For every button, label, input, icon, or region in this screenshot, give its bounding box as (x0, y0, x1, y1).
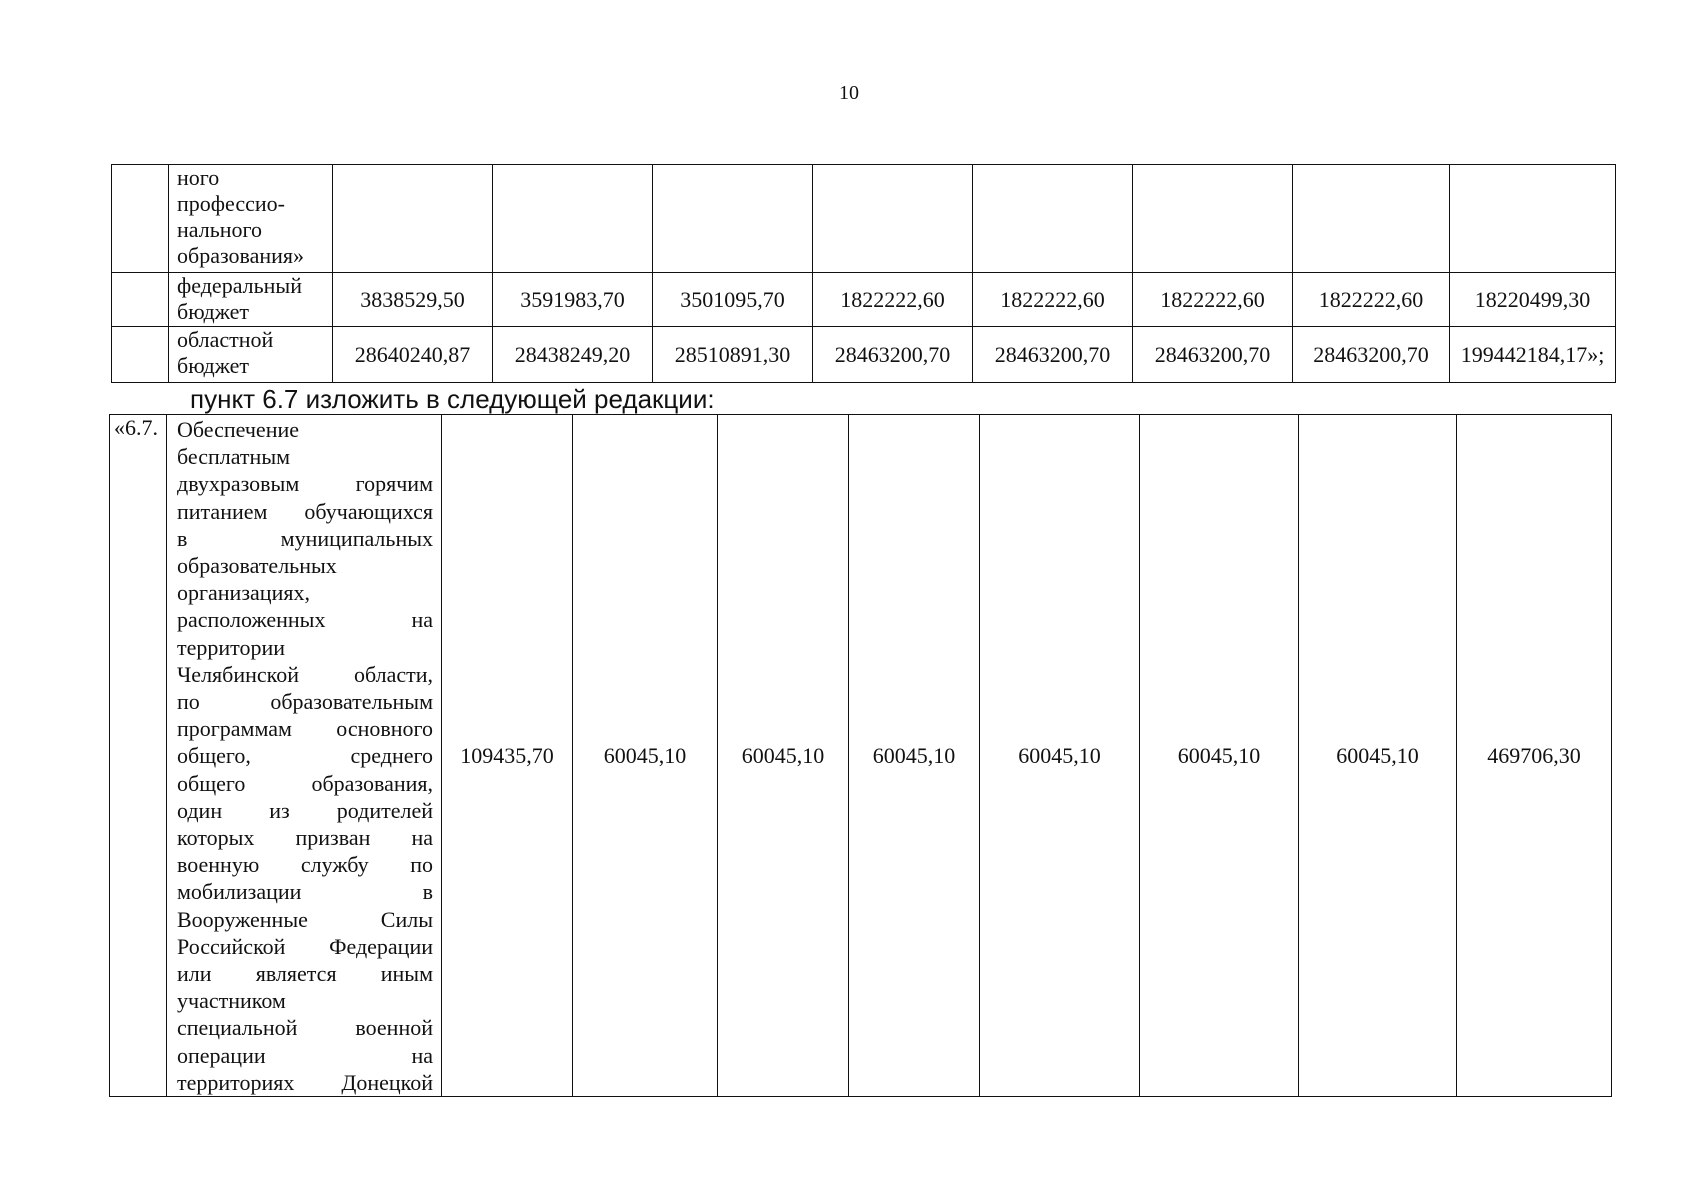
amendment-instruction: пункт 6.7 изложить в следующей редакции: (190, 384, 715, 414)
description-line: программам основного (177, 716, 433, 742)
budget-row (112, 327, 1616, 383)
description-line: специальной военной (177, 1015, 433, 1041)
value-cell: 28463200,70 (813, 327, 973, 383)
row-label-line: ного (177, 165, 220, 190)
item-row (110, 415, 1612, 1097)
value-cell: 3591983,70 (493, 273, 653, 327)
value-cell: 60045,10 (1299, 415, 1457, 1097)
budget-row (112, 165, 1616, 273)
total-cell: 469706,30 (1457, 415, 1612, 1097)
value-cell: 3501095,70 (653, 273, 813, 327)
description-line: которых призван на (177, 825, 433, 851)
row-index-cell (112, 165, 169, 273)
row-label-line: нального (177, 217, 262, 242)
value-cell: 60045,10 (849, 415, 980, 1097)
value-cell: 28463200,70 (973, 327, 1133, 383)
description-line: общего образования, (177, 770, 433, 796)
row-label (169, 165, 333, 273)
description-line: операции на (177, 1042, 433, 1068)
value-cell: 1822222,60 (813, 273, 973, 327)
value-cell: 28463200,70 (1133, 327, 1293, 383)
row-index-cell (112, 327, 169, 383)
item-6-7-table (109, 414, 1612, 1097)
value-cell: 28438249,20 (493, 327, 653, 383)
total-cell (1450, 165, 1616, 273)
value-cell: 60045,10 (1140, 415, 1299, 1097)
description-line: Челябинской области, (177, 661, 433, 687)
description-line: бесплатным (177, 444, 291, 470)
item-description (167, 415, 442, 1097)
value-cell: 1822222,60 (973, 273, 1133, 327)
value-cell: 1822222,60 (1293, 273, 1450, 327)
value-cell (333, 165, 493, 273)
description-line: Обеспечение (177, 417, 299, 442)
value-cell: 60045,10 (718, 415, 849, 1097)
description-line: организациях, (177, 580, 310, 606)
value-cell: 60045,10 (573, 415, 718, 1097)
value-cell: 28510891,30 (653, 327, 813, 383)
description-line: или является иным (177, 961, 433, 987)
value-cell (1293, 165, 1450, 273)
item-index: «6.7. (110, 415, 167, 1097)
value-cell (653, 165, 813, 273)
page-number: 10 (839, 82, 859, 104)
total-cell: 199442184,17»; (1450, 327, 1616, 383)
row-label-line: профессио- (177, 191, 285, 216)
row-index-cell (112, 273, 169, 327)
row-label-line: областной (177, 327, 274, 352)
value-cell: 3838529,50 (333, 273, 493, 327)
description-line: общего, среднего (177, 743, 433, 769)
description-line: военную службу по (177, 852, 433, 878)
description-line: питанием обучающихся (177, 498, 433, 524)
row-label-line: образования» (177, 243, 305, 268)
description-line: мобилизации в (177, 879, 433, 905)
row-label (169, 273, 333, 327)
description-line: в муниципальных (177, 525, 433, 551)
budget-table-continuation (111, 164, 1616, 383)
total-cell: 18220499,30 (1450, 273, 1616, 327)
value-cell (813, 165, 973, 273)
description-line: по образовательным (177, 689, 433, 715)
value-cell (973, 165, 1133, 273)
value-cell: 28463200,70 (1293, 327, 1450, 383)
value-cell: 109435,70 (442, 415, 573, 1097)
row-label-line: бюджет (177, 299, 249, 324)
row-label-line: бюджет (177, 353, 249, 378)
value-cell (493, 165, 653, 273)
description-line: Российской Федерации (177, 933, 433, 959)
description-line: расположенных на (177, 607, 433, 633)
value-cell (1133, 165, 1293, 273)
budget-row (112, 273, 1616, 327)
value-cell: 28640240,87 (333, 327, 493, 383)
description-line: Вооруженные Силы (177, 906, 433, 932)
value-cell: 60045,10 (980, 415, 1140, 1097)
description-line: территории (177, 634, 286, 660)
value-cell: 1822222,60 (1133, 273, 1293, 327)
description-line: территориях Донецкой (177, 1069, 433, 1095)
row-label-line: федеральный (177, 273, 302, 298)
description-line: один из родителей (177, 797, 433, 823)
description-line: двухразовым горячим (177, 471, 433, 497)
row-label (169, 327, 333, 383)
description-line: участником (177, 988, 286, 1014)
description-line: образовательных (177, 553, 337, 579)
